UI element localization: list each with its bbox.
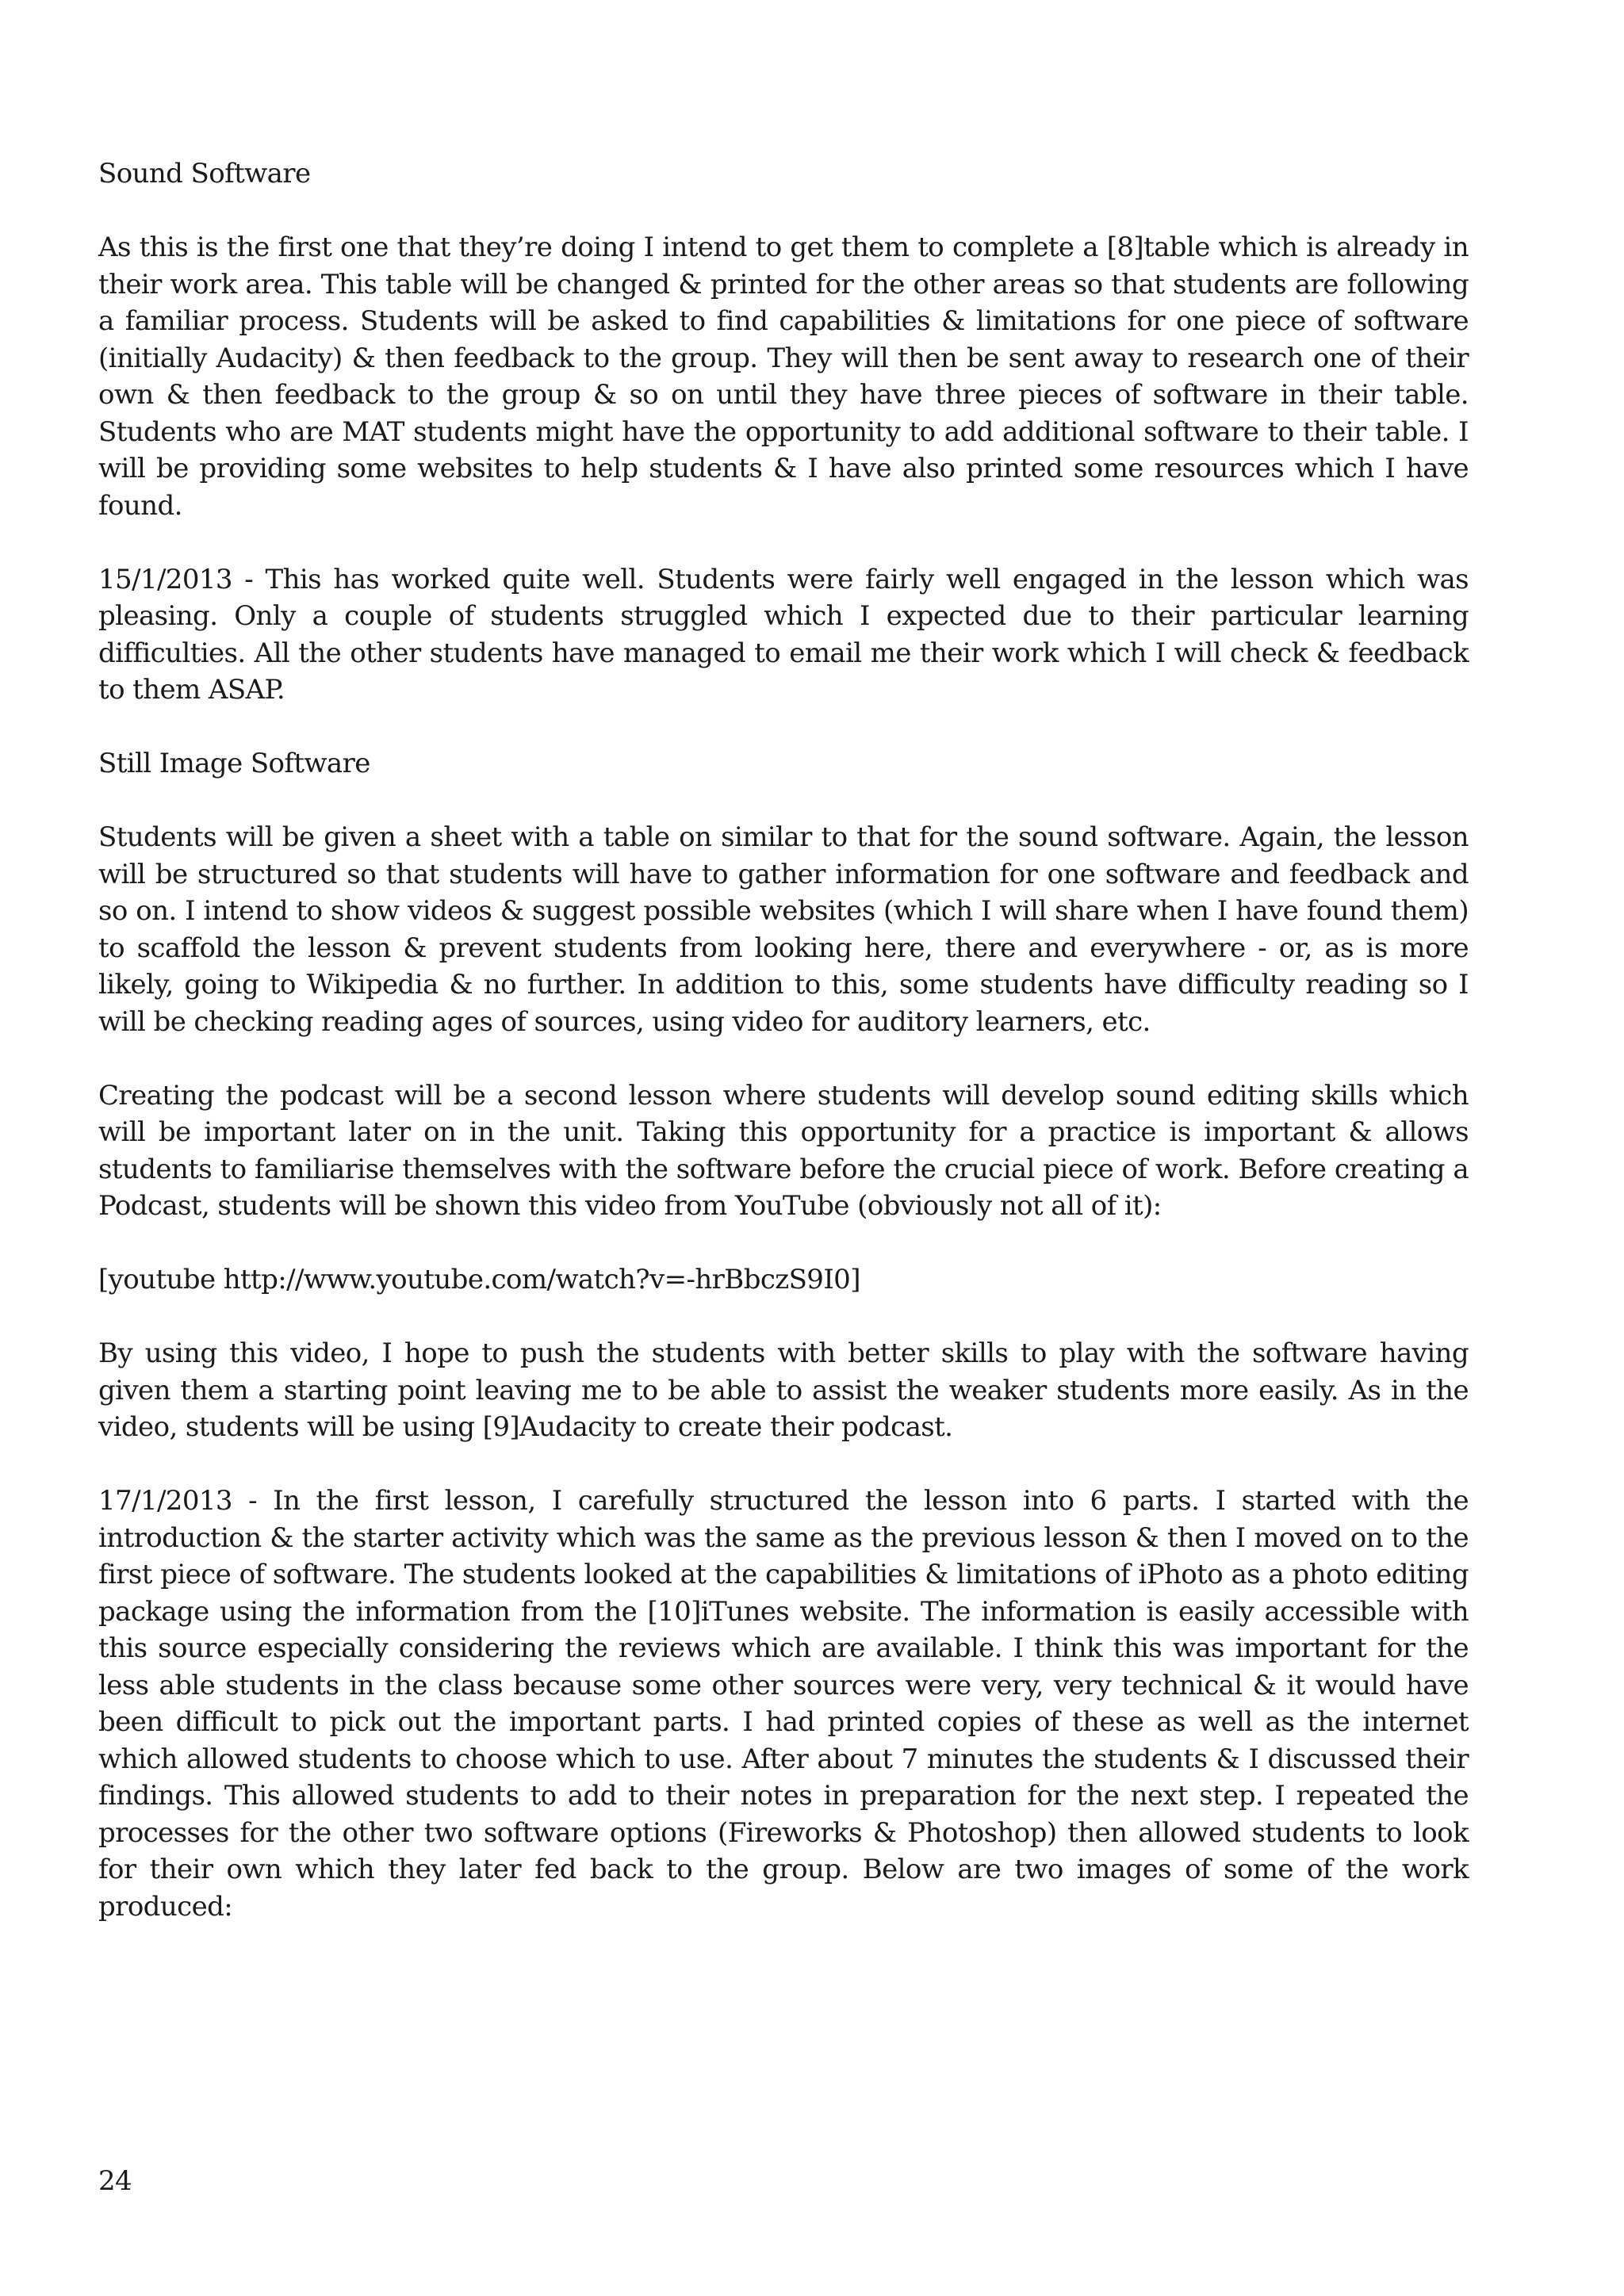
still-image-paragraph-3: By using this video, I hope to push the students with better skills to play with the software having given them a starting point leaving me to be able to assist the weaker students more easily. As in the video, students will be using [9]Audacity to create their podcast. xyxy=(98,1337,1469,1443)
spacer xyxy=(98,1299,1469,1336)
sound-software-heading: Sound Software xyxy=(98,158,311,189)
page-number: 24 xyxy=(98,2165,132,2197)
sound-software-paragraph-1: As this is the first one that they’re doing I intend to get them to complete a [8]table which is already in their work area. This table will be changed & printed for the other areas so that students are following a familiar process. Students will be asked to find capabilities & limitations for one piece of software (initially Audacity) & then feedback to the group. They will then be sent away to research one of their own & then feedback to the group & so on until they have three pieces of software in their table. Students who are MAT students might have the opportunity to add additional software to their table. I will be providing some websites to help students & I have also printed some resources which I have found. xyxy=(98,232,1469,522)
sound-software-paragraph-2: 15/1/2013 - This has worked quite well. Students were fairly well engaged in the lesson which was pleasing. Only a couple of students struggled which I expected due to their particular learning difficulties. All the other students have managed to email me their work which I will check & feedback to them ASAP. xyxy=(98,563,1469,706)
spacer xyxy=(98,1446,1469,1483)
spacer xyxy=(98,193,1469,230)
still-image-paragraph-4: 17/1/2013 - In the first lesson, I carefully structured the lesson into 6 parts. I started with the introduction & the starter activity which was the same as the previous lesson & then I moved on to the first piece of software. The students looked at the capabilities & limitations of iPhoto as a photo editing package using the information from the [10]iTunes website. The information is easily accessible with this source especially considering the reviews which are available. I think this was important for the less able students in the class because some other sources were very, very technical & it would have been difficult to pick out the important parts. I had printed copies of these as well as the internet which allowed students to choose which to use. After about 7 minutes the students & I discussed their findings. This allowed students to add to their notes in preparation for the next step. I repeated the processes for the other two software options (Fireworks & Photoshop) then allowed students to look for their own which they later fed back to the group. Below are two images of some of the work produced: xyxy=(98,1485,1469,1923)
spacer xyxy=(98,1040,1469,1077)
spacer xyxy=(98,709,1469,746)
spacer xyxy=(98,524,1469,561)
document-body xyxy=(98,155,1469,1925)
spacer xyxy=(98,1225,1469,1262)
youtube-link[interactable]: [youtube http://www.youtube.com/watch?v=-hrBbczS9I0] xyxy=(98,1264,860,1295)
still-image-paragraph-1: Students will be given a sheet with a table on similar to that for the sound software. Again, the lesson will be structured so that students will have to gather information for one software and feedback and so on. I intend to show videos & suggest possible websites (which I will share when I have found them) to scaffold the lesson & prevent students from looking here, there and everywhere - or, as is more likely, going to Wikipedia & no further. In addition to this, some students have difficulty reading so I will be checking reading ages of sources, using video for auditory learners, etc. xyxy=(98,821,1469,1038)
still-image-paragraph-2: Creating the podcast will be a second lesson where students will develop sound editing skills which will be important later on in the unit. Taking this opportunity for a practice is important & allows students to familiarise themselves with the software before the crucial piece of work. Before creating a Podcast, students will be shown this video from YouTube (obviously not all of it): xyxy=(98,1079,1469,1222)
spacer xyxy=(98,783,1469,820)
still-image-software-heading: Still Image Software xyxy=(98,748,370,779)
